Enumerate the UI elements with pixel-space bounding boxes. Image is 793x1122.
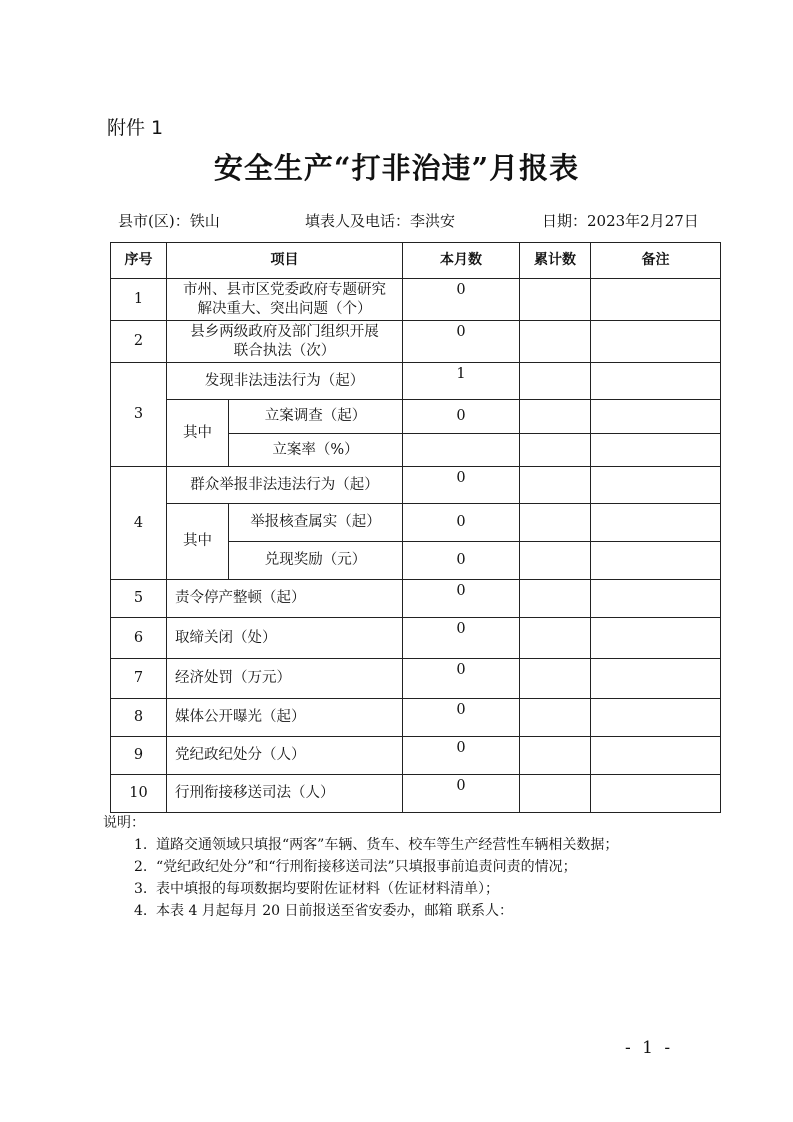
row-item: 媒体公开曝光（起） xyxy=(167,699,403,737)
page-number: - 1 - xyxy=(625,1038,674,1058)
row-item: 经济处罚（万元） xyxy=(167,659,403,699)
row-seq: 2 xyxy=(111,321,167,363)
subrow-month-value xyxy=(403,434,520,467)
row-remark-value xyxy=(591,279,721,321)
subrow-item: 立案率（%） xyxy=(229,434,403,467)
row-remark-value xyxy=(591,321,721,363)
row-seq: 8 xyxy=(111,699,167,737)
header-month: 本月数 xyxy=(403,243,520,279)
table-header-row xyxy=(111,243,721,279)
row-seq: 1 xyxy=(111,279,167,321)
date-field: 日期：2023年2月27日 xyxy=(542,212,699,230)
row-remark-value xyxy=(591,467,721,504)
table-row xyxy=(111,699,721,737)
county-field: 县市(区)：铁山 xyxy=(118,212,220,230)
row-seq: 9 xyxy=(111,737,167,775)
attachment-label: 附件 1 xyxy=(107,117,164,139)
note-item xyxy=(134,834,618,854)
sub-label: 其中 xyxy=(167,504,229,580)
row-cumulative-value xyxy=(520,467,591,504)
row-month-value: 0 xyxy=(403,659,520,699)
row-cumulative-value xyxy=(520,279,591,321)
row-item: 党纪政纪处分（人） xyxy=(167,737,403,775)
sub-label: 其中 xyxy=(167,400,229,467)
subrow-remark-value xyxy=(591,542,721,580)
filler-field: 填表人及电话：李洪安 xyxy=(305,212,456,230)
subrow-item: 兑现奖励（元） xyxy=(229,542,403,580)
row-month-value: 0 xyxy=(403,618,520,659)
row-item: 发现非法违法行为（起） xyxy=(167,363,403,400)
table-row xyxy=(111,775,721,813)
table-row xyxy=(111,467,721,504)
subrow-item: 举报核查属实（起） xyxy=(229,504,403,542)
row-month-value: 0 xyxy=(403,279,520,321)
row-remark-value xyxy=(591,699,721,737)
subrow-cumulative-value xyxy=(520,400,591,434)
subrow-month-value: 0 xyxy=(403,542,520,580)
row-remark-value xyxy=(591,737,721,775)
row-item: 取缔关闭（处） xyxy=(167,618,403,659)
note-item xyxy=(134,900,513,920)
subrow-month-value: 0 xyxy=(403,504,520,542)
row-cumulative-value xyxy=(520,363,591,400)
row-cumulative-value xyxy=(520,321,591,363)
row-item-line: 联合执法（次） xyxy=(233,342,336,359)
note-number: 3. xyxy=(134,881,148,897)
subrow-cumulative-value xyxy=(520,504,591,542)
page-title: 安全生产“打非治违”月报表 xyxy=(213,151,580,185)
table-row xyxy=(111,279,721,321)
note-text: 表中填报的每项数据均要附佐证材料（佐证材料清单）； xyxy=(156,881,499,897)
subrow-remark-value xyxy=(591,504,721,542)
header-cumulative: 累计数 xyxy=(520,243,591,279)
note-text: 道路交通领域只填报“两客”车辆、货车、校车等生产经营性车辆相关数据； xyxy=(156,837,619,853)
row-item: 行刑衔接移送司法（人） xyxy=(167,775,403,813)
row-item: 责令停产整顿（起） xyxy=(167,580,403,618)
row-remark-value xyxy=(591,775,721,813)
note-number: 2. xyxy=(134,859,148,875)
row-remark-value xyxy=(591,363,721,400)
note-text: “党纪政纪处分”和“行刑衔接移送司法”只填报事前追责问责的情况； xyxy=(156,859,577,875)
note-number: 1. xyxy=(134,837,148,853)
row-remark-value xyxy=(591,618,721,659)
subrow-remark-value xyxy=(591,400,721,434)
table-row xyxy=(111,737,721,775)
row-cumulative-value xyxy=(520,775,591,813)
row-item: 群众举报非法违法行为（起） xyxy=(167,467,403,504)
table-subrow xyxy=(111,400,721,434)
row-remark-value xyxy=(591,659,721,699)
row-seq: 10 xyxy=(111,775,167,813)
note-number: 4. xyxy=(134,903,148,919)
report-table xyxy=(110,242,721,813)
table-row xyxy=(111,618,721,659)
row-seq: 6 xyxy=(111,618,167,659)
row-item-line: 解决重大、突出问题（个） xyxy=(197,300,372,317)
row-seq: 3 xyxy=(111,363,167,467)
row-month-value: 0 xyxy=(403,775,520,813)
row-seq: 4 xyxy=(111,467,167,580)
table-row xyxy=(111,363,721,400)
row-month-value: 0 xyxy=(403,737,520,775)
table-row xyxy=(111,321,721,363)
row-month-value: 0 xyxy=(403,580,520,618)
subrow-cumulative-value xyxy=(520,542,591,580)
header-remark: 备注 xyxy=(591,243,721,279)
row-item xyxy=(167,321,403,363)
row-cumulative-value xyxy=(520,580,591,618)
row-cumulative-value xyxy=(520,699,591,737)
header-seq: 序号 xyxy=(111,243,167,279)
row-seq: 7 xyxy=(111,659,167,699)
row-month-value: 1 xyxy=(403,363,520,400)
row-seq: 5 xyxy=(111,580,167,618)
note-text: 本表 4 月起每月 20 日前报送至省安委办，邮箱 联系人： xyxy=(156,903,513,919)
subrow-month-value: 0 xyxy=(403,400,520,434)
row-item-line: 市州、县市区党委政府专题研究 xyxy=(183,281,386,298)
row-cumulative-value xyxy=(520,737,591,775)
row-month-value: 0 xyxy=(403,467,520,504)
row-month-value: 0 xyxy=(403,699,520,737)
table-subrow xyxy=(111,504,721,542)
table-row xyxy=(111,580,721,618)
row-remark-value xyxy=(591,580,721,618)
row-cumulative-value xyxy=(520,618,591,659)
row-item-line: 县乡两级政府及部门组织开展 xyxy=(190,323,379,340)
row-item xyxy=(167,279,403,321)
row-month-value: 0 xyxy=(403,321,520,363)
notes-label: 说明： xyxy=(103,815,145,831)
subrow-item: 立案调查（起） xyxy=(229,400,403,434)
row-cumulative-value xyxy=(520,659,591,699)
subrow-cumulative-value xyxy=(520,434,591,467)
header-item: 项目 xyxy=(167,243,403,279)
table-row xyxy=(111,659,721,699)
note-item xyxy=(134,878,499,898)
subrow-remark-value xyxy=(591,434,721,467)
note-item xyxy=(134,856,577,876)
